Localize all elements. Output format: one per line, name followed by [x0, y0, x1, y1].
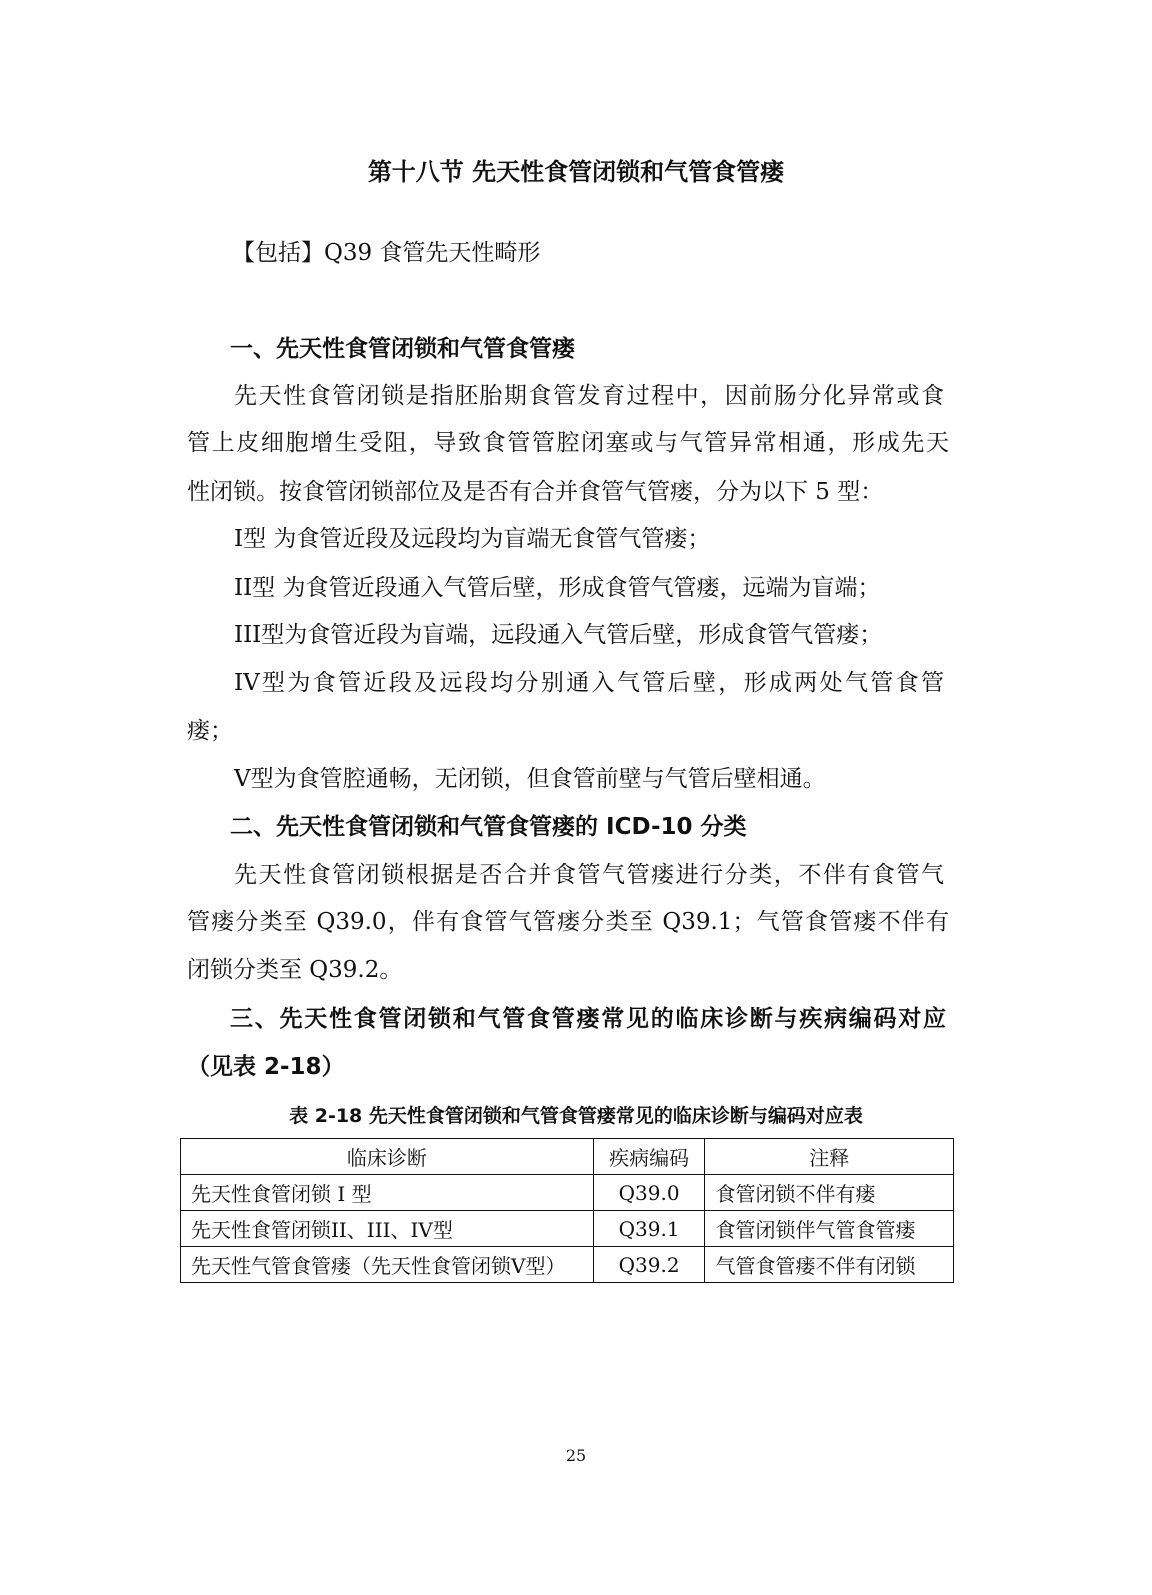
- header-cell-code: 疾病编码: [593, 1139, 705, 1175]
- includes-line: 【包括】Q39 食管先天性畸形: [232, 240, 541, 266]
- cell-code: Q39.1: [593, 1211, 705, 1247]
- page-number: 25: [565, 1446, 587, 1465]
- cell-note: 气管食管瘘不伴有闭锁: [705, 1247, 954, 1283]
- cell-note: 食管闭锁不伴有瘘: [705, 1175, 954, 1211]
- diagnosis-code-table: [180, 1138, 954, 1283]
- type-4-line-1: IV型为食管近段及远段均分别通入气管后壁，形成两处气管食管: [234, 670, 944, 696]
- page-title: 第十八节 先天性食管闭锁和气管食管瘘: [367, 158, 785, 186]
- cell-code: Q39.2: [593, 1247, 705, 1283]
- cell-note: 食管闭锁伴气管食管瘘: [705, 1211, 954, 1247]
- type-2-line: II型 为食管近段通入气管后壁，形成食管气管瘘，远端为盲端；: [234, 575, 881, 601]
- cell-diagnosis: 先天性食管闭锁 I 型: [181, 1175, 594, 1211]
- type-5-line: V型为食管腔通畅，无闭锁，但食管前壁与气管后壁相通。: [234, 766, 826, 792]
- section-1-para-line-3: 性闭锁。按食管闭锁部位及是否有合并食管气管瘘，分为以下 5 型：: [187, 479, 884, 505]
- table-row: [181, 1211, 954, 1247]
- section-1-heading: 一、先天性食管闭锁和气管食管瘘: [230, 336, 575, 362]
- table-row: [181, 1247, 954, 1283]
- cell-diagnosis: 先天性气管食管瘘（先天性食管闭锁V型）: [181, 1247, 594, 1283]
- type-3-line: III型为食管近段为盲端，远段通入气管后壁，形成食管气管瘘；: [234, 622, 883, 648]
- section-1-para-line-2: 管上皮细胞增生受阻，导致食管管腔闭塞或与气管异常相通，形成先天: [187, 430, 949, 456]
- section-2-heading: 二、先天性食管闭锁和气管食管瘘的 ICD-10 分类: [230, 814, 747, 840]
- table-caption: 表 2-18 先天性食管闭锁和气管食管瘘常见的临床诊断与编码对应表: [289, 1105, 863, 1127]
- table-row: [181, 1175, 954, 1211]
- section-3-heading-line-1: 三、先天性食管闭锁和气管食管瘘常见的临床诊断与疾病编码对应: [230, 1006, 946, 1032]
- section-2-para-line-3: 闭锁分类至 Q39.2。: [187, 957, 403, 983]
- header-cell-note: 注释: [705, 1139, 954, 1175]
- header-cell-diagnosis: 临床诊断: [181, 1139, 594, 1175]
- table-header-row: [181, 1139, 954, 1175]
- section-1-para-line-1: 先天性食管闭锁是指胚胎期食管发育过程中，因前肠分化异常或食: [234, 383, 944, 409]
- cell-diagnosis: 先天性食管闭锁II、III、IV型: [181, 1211, 594, 1247]
- section-3-heading-line-2: （见表 2-18）: [187, 1054, 345, 1080]
- cell-code: Q39.0: [593, 1175, 705, 1211]
- section-2-para-line-2: 管瘘分类至 Q39.0，伴有食管气管瘘分类至 Q39.1；气管食管瘘不伴有: [187, 909, 949, 935]
- section-2-para-line-1: 先天性食管闭锁根据是否合并食管气管瘘进行分类，不伴有食管气: [234, 862, 944, 888]
- type-4-line-2: 瘘；: [187, 718, 233, 744]
- type-1-line: I型 为食管近段及远段均为盲端无食管气管瘘；: [234, 526, 711, 552]
